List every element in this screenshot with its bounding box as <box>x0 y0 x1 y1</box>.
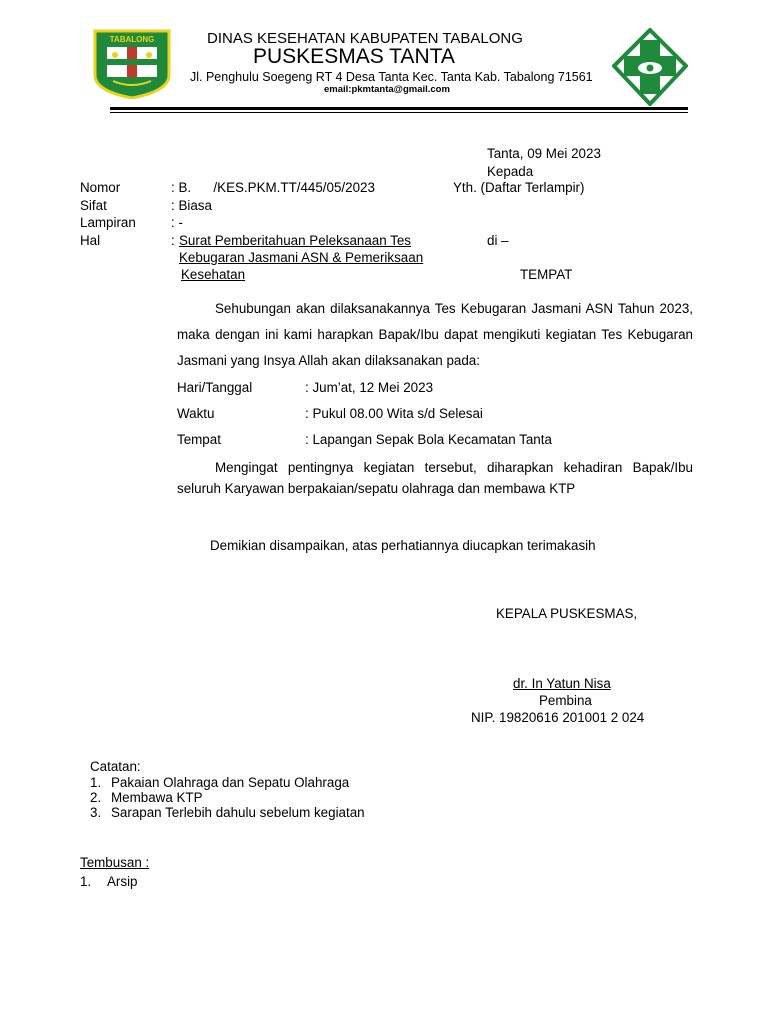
hal-subject-line3: Kesehatan <box>181 267 246 282</box>
signature-rank: Pembina <box>539 693 592 708</box>
letterhead-address: Jl. Penghulu Soegeng RT 4 Desa Tanta Kec. Tanta Kab. Tabalong 71561 <box>190 70 593 84</box>
notes-item-2-num: 2. <box>90 790 102 805</box>
notes-item-3-text: Sarapan Terlebih dahulu sebelum kegiatan <box>111 805 365 820</box>
lampiran-value: : - <box>171 215 183 230</box>
cc-heading: Tembusan : <box>80 855 150 870</box>
nomor-label: Nomor <box>80 180 121 195</box>
body-paragraph-1 <box>177 296 693 374</box>
sifat-label: Sifat <box>80 198 107 213</box>
letterhead-name: PUSKESMAS TANTA <box>253 45 455 68</box>
notes-item-1-num: 1. <box>90 775 102 790</box>
closing-sentence: Demikian disampaikan, atas perhatiannya diucapkan terimakasih <box>210 538 596 553</box>
cc-item-1-text: Arsip <box>107 874 138 889</box>
notes-item-3-num: 3. <box>90 805 102 820</box>
recipient-di: di – <box>487 233 509 248</box>
puskesmas-logo <box>612 28 688 106</box>
date-line: Tanta, 09 Mei 2023 <box>487 146 601 161</box>
letterhead-rule-thick <box>110 107 688 110</box>
signature-nip: NIP. 19820616 201001 2 024 <box>471 710 645 725</box>
lampiran-label: Lampiran <box>80 215 136 230</box>
cc-item-1-num: 1. <box>80 874 92 889</box>
body-paragraph-1-text: Sehubungan akan dilaksanakannya Tes Kebugaran Jasmani ASN Tahun 2023, maka dengan ini kami harapkan Bapak/Ibu dapat mengikuti kegiatan Tes Kebugaran Jasmani yang Insya Allah akan dilaksanakan pada: <box>177 301 693 368</box>
nomor-value: : B. /KES.PKM.TT/445/05/2023 <box>171 180 375 195</box>
hal-label: Hal <box>80 233 101 248</box>
letterhead-email: email:pkmtanta@gmail.com <box>324 84 450 95</box>
schedule-label-place: Tempat <box>177 432 221 447</box>
kepada-label: Kepada <box>487 164 534 179</box>
tabalong-regency-logo <box>93 29 171 99</box>
signature-name: dr. In Yatun Nisa <box>513 676 611 691</box>
recipient-tempat: TEMPAT <box>520 267 573 282</box>
sifat-value: : Biasa <box>171 198 212 213</box>
schedule-value-time: : Pukul 08.00 Wita s/d Selesai <box>305 406 483 421</box>
logo-left-text: TABALONG <box>109 35 155 44</box>
schedule-value-place: : Lapangan Sepak Bola Kecamatan Tanta <box>305 432 552 447</box>
signature-title: KEPALA PUSKESMAS, <box>496 606 638 621</box>
notes-heading: Catatan: <box>90 759 141 774</box>
schedule-label-date: Hari/Tanggal <box>177 380 253 395</box>
schedule-label-time: Waktu <box>177 406 215 421</box>
notes-item-1-text: Pakaian Olahraga dan Sepatu Olahraga <box>111 775 350 790</box>
body-paragraph-2 <box>177 457 693 499</box>
hal-subject-line1: Surat Pemberitahuan Peleksanaan Tes <box>179 233 412 248</box>
hal-colon: : <box>171 233 175 248</box>
body-paragraph-2-text: Mengingat pentingnya kegiatan tersebut, diharapkan kehadiran Bapak/Ibu seluruh Karyawan berpakaian/sepatu olahraga dan membawa KTP <box>177 460 693 496</box>
schedule-value-date: : Jum’at, 12 Mei 2023 <box>305 380 434 395</box>
recipient-yth: Yth. (Daftar Terlampir) <box>453 180 585 195</box>
notes-item-2-text: Membawa KTP <box>111 790 203 805</box>
hal-subject-line2: Kebugaran Jasmani ASN & Pemeriksaan <box>179 250 424 265</box>
letterhead-rule-thin <box>110 112 688 113</box>
letterhead-agency: DINAS KESEHATAN KABUPATEN TABALONG <box>207 30 523 47</box>
